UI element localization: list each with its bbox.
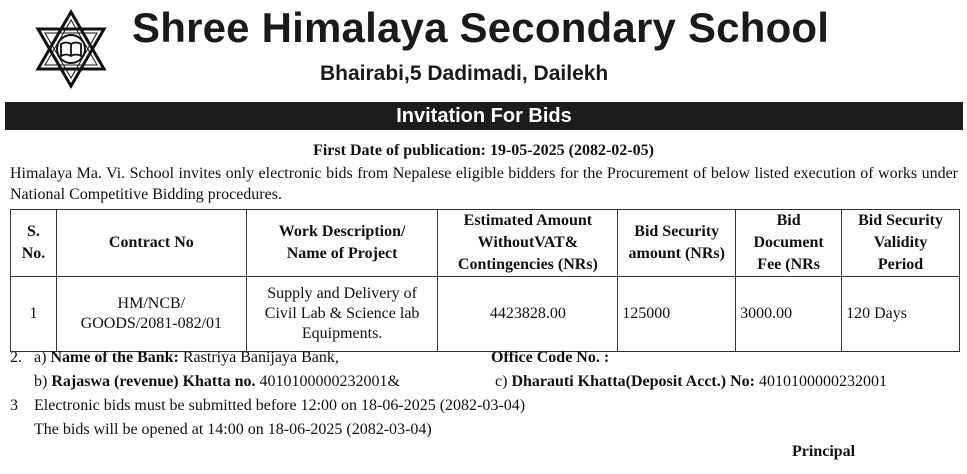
table-row [11, 277, 960, 352]
rajaswa-value: 4010100000232001& [259, 373, 400, 390]
rajaswa-label: Rajaswa (revenue) Khatta no. [51, 373, 256, 390]
bid-table [10, 209, 960, 352]
submission-deadline: Electronic bids must be submitted before 12:00 on 18-06-2025 (2082-03-04) [34, 397, 526, 414]
star-book-emblem-icon [30, 8, 112, 90]
cell-sno: 1 [11, 277, 57, 352]
cell-estimated-amount: 4423828.00 [438, 277, 618, 352]
cell-contract-no: HM/NCB/ GOODS/2081-082/01 [56, 277, 246, 352]
cell-bid-security: 125000 [618, 277, 736, 352]
header-work-description: Work Description/ Name of Project [246, 210, 438, 277]
publication-date: First Date of publication: 19-05-2025 (2082-02-05) [313, 142, 654, 159]
school-logo [30, 8, 112, 90]
bid-opening-time: The bids will be opened at 14:00 on 18-06-2025 (2082-03-04) [34, 421, 432, 438]
notice-title-banner: Invitation For Bids [5, 102, 963, 130]
header-bid-security: Bid Security amount (NRs) [618, 210, 736, 277]
cell-document-fee: 3000.00 [736, 277, 842, 352]
office-code-label: Office Code No. : [491, 349, 610, 366]
school-address: Bhairabi,5 Dadimadi, Dailekh [320, 62, 609, 85]
header-validity-period: Bid Security Validity Period [842, 210, 960, 277]
bank-value: Rastriya Banijaya Bank, [182, 349, 339, 366]
dharauti-label: Dharauti Khatta(Deposit Acct.) No: [511, 373, 755, 390]
cell-validity-period: 120 Days [842, 277, 960, 352]
cell-work-description: Supply and Delivery of Civil Lab & Science lab Equipments. [246, 277, 438, 352]
school-name: Shree Himalaya Secondary School [132, 4, 830, 51]
note-3: 3 Electronic bids must be submitted before 12:00 on 18-06-2025 (2082-03-04) [10, 397, 526, 414]
signatory: Principal [792, 443, 856, 460]
bank-label: Name of the Bank: [50, 349, 179, 366]
note-2b: b) Rajaswa (revenue) Khatta no. 4010100000232001& [34, 373, 400, 390]
intro-paragraph: Himalaya Ma. Vi. School invites only electronic bids from Nepalese eligible bidders for the Procurement of below listed execution of works under National Competitive Bidding procedures. [10, 165, 958, 203]
table-header-row [11, 210, 960, 277]
header-contract-no: Contract No [56, 210, 246, 277]
note-2c: c) Dharauti Khatta(Deposit Acct.) No: 4010100000232001 [495, 373, 887, 390]
header-document-fee: Bid Document Fee (NRs [736, 210, 842, 277]
note-2a: 2. a) Name of the Bank: Rastriya Banijaya Bank, [10, 349, 339, 366]
dharauti-value: 4010100000232001 [758, 373, 887, 390]
header-estimated-amount: Estimated Amount WithoutVAT& Contingencies (NRs) [438, 210, 618, 277]
header-sno: S. No. [11, 210, 57, 277]
